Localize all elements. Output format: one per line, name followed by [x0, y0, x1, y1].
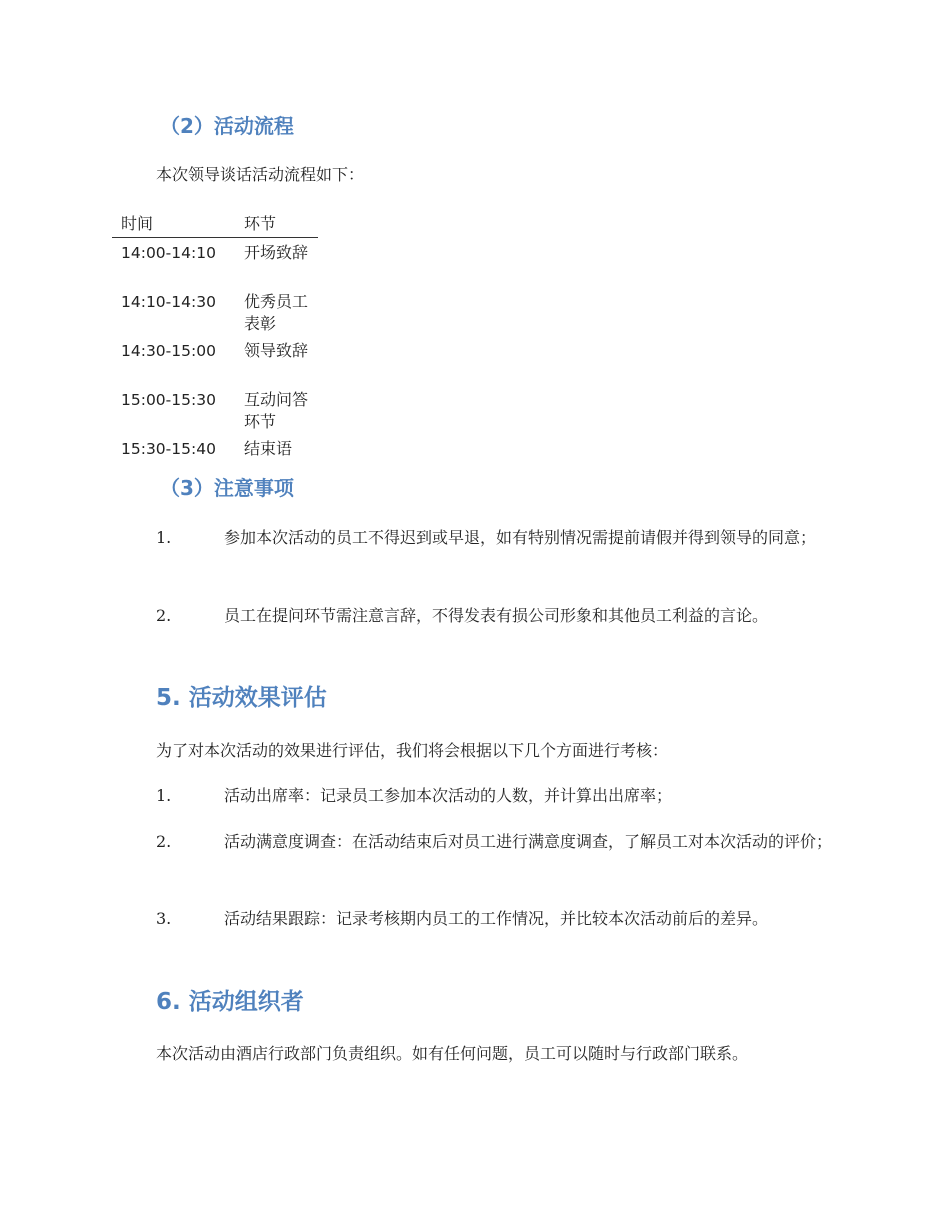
list-item-text: 员工在提问环节需注意言辞，不得发表有损公司形象和其他员工利益的言论。 — [224, 606, 769, 625]
table-cell-step: 优秀员工表彰 — [243, 292, 308, 333]
list-item-text: 活动满意度调查：在活动结束后对员工进行满意度调查，了解员工对本次活动的评价； — [224, 832, 833, 851]
list-item-number: 2. — [156, 606, 172, 625]
table-header-time: 时间 — [112, 208, 235, 238]
table-cell-time: 14:00-14:10 — [121, 244, 216, 262]
table-row — [112, 385, 318, 434]
list-item — [112, 826, 840, 858]
table-cell-step: 互动问答环节 — [243, 390, 308, 431]
flow-intro-paragraph: 本次领导谈话活动流程如下： — [156, 165, 365, 184]
table-cell-time: 14:30-15:00 — [121, 342, 216, 360]
list-item-text: 活动出席率：记录员工参加本次活动的人数，并计算出出席率； — [224, 786, 673, 805]
table-row — [112, 287, 318, 336]
table-cell-time: 15:00-15:30 — [121, 391, 216, 409]
list-item-number: 3. — [156, 909, 172, 928]
section-heading-activity-flow: （2）活动流程 — [160, 114, 294, 138]
list-item — [112, 600, 840, 632]
schedule-table — [112, 208, 318, 462]
list-item-number: 1. — [156, 786, 172, 805]
section-heading-notes: （3）注意事项 — [160, 476, 294, 500]
table-row — [112, 336, 318, 385]
table-cell-time: 15:30-15:40 — [121, 440, 216, 458]
list-item-text: 活动结果跟踪：记录考核期内员工的工作情况，并比较本次活动前后的差异。 — [224, 909, 769, 928]
organizer-paragraph: 本次活动由酒店行政部门负责组织。如有任何问题，员工可以随时与行政部门联系。 — [156, 1044, 749, 1063]
list-item-text: 参加本次活动的员工不得迟到或早退，如有特别情况需提前请假并得到领导的同意； — [224, 528, 817, 547]
list-item — [112, 903, 840, 935]
section-heading-evaluation: 5. 活动效果评估 — [156, 685, 327, 711]
list-item-number: 2. — [156, 832, 172, 851]
section-heading-organizer: 6. 活动组织者 — [156, 989, 304, 1015]
table-cell-time: 14:10-14:30 — [121, 293, 216, 311]
table-header-step: 环节 — [235, 208, 318, 238]
table-row — [112, 238, 318, 288]
list-item — [112, 780, 840, 812]
table-cell-step: 结束语 — [243, 439, 292, 458]
table-row — [112, 434, 318, 462]
list-item — [112, 522, 840, 554]
table-cell-step: 开场致辞 — [243, 243, 308, 262]
list-item-number: 1. — [156, 528, 172, 547]
evaluation-intro-paragraph: 为了对本次活动的效果进行评估，我们将会根据以下几个方面进行考核： — [156, 741, 669, 760]
table-cell-step: 领导致辞 — [243, 341, 308, 360]
